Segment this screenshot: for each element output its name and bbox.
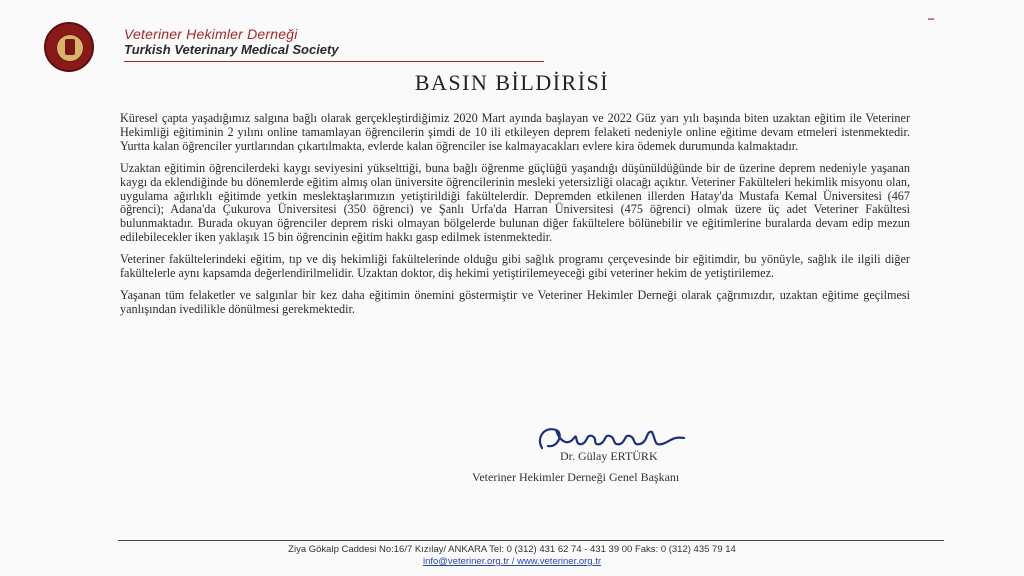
corner-mark: ▬ xyxy=(928,16,934,22)
society-seal-logo xyxy=(44,22,94,72)
letterhead-divider xyxy=(124,61,544,62)
signatory-name: Dr. Gülay ERTÜRK xyxy=(560,449,658,463)
letterhead xyxy=(40,20,600,68)
seal-emblem-icon xyxy=(56,34,84,62)
footer-divider xyxy=(118,540,944,541)
document-title: BASIN BİLDİRİSİ xyxy=(414,70,610,95)
paragraph-3: Veteriner fakültelerindeki eğitim, tıp ve diş hekimliği fakültelerinde olduğu gibi sağlık programı çerçevesinde bir eğitimdir, bu yönüyle, sağlık ile ilgili diğer fakültelerle aynı kapsamda değerlendirilmelidir. Uzaktan doktor, diş hekimi yetiştirilemeyeceği gibi veteriner hekim de yetiştirilemez. xyxy=(120,252,910,281)
signatory-title: Veteriner Hekimler Derneği Genel Başkanı xyxy=(472,470,680,484)
footer xyxy=(0,544,1024,568)
paragraph-2: Uzaktan eğitimin öğrencilerdeki kaygı seviyesini yükselttiği, buna bağlı öğrenme güçlüğü yaşandığı düşünüldüğünde bir de üzerine deprem nedeniyle yaşanan kaygı da eklendiğinde bu dönemlerde eğitim almış olan üniversite öğrencilerinin mesleki yetersizliği olacağı açıktır. Veteriner Fakülteleri hekimlik misyonu olan, uygulama ağırlıklı eğitimde yetkin meslektaşlarımızın yetiştirildiği fakültelerdir. Depremden etkilenen illerden Hatay'da Mustafa Kemal Üniversitesi (467 öğrenci); Adana'da Çukurova Üniversitesi (350 öğrenci) ve Şanlı Urfa'da Harran Üniversitesi (475 öğrenci) olmak üzere üç adet Veteriner Fakültesi bulunmaktadır. Burada okuyan öğrenciler deprem riski olmayan bölgelerde bulunan diğer fakültelere bölünebilir ve eğitimlerine buralarda devam edip mezun edilebilecekler iken yaklaşık 15 bin öğrencinin eğitim hakkı gasp edilmek istenmektedir. xyxy=(120,160,910,245)
org-name-turkish: Veteriner Hekimler Derneği xyxy=(124,26,298,42)
document-body xyxy=(120,112,910,325)
footer-address: Ziya Gökalp Caddesi No:16/7 Kızılay/ ANKARA Tel: 0 (312) 431 62 74 - 431 39 00 Faks: 0 (312) 435 79 14 xyxy=(288,544,736,555)
seal-core-icon xyxy=(65,39,75,55)
paragraph-1: Küresel çapta yaşadığımız salgına bağlı olarak gerçekleştirdiğimiz 2020 Mart ayında başlayan ve 2022 Güz yarı yılı başında biten uzaktan eğitim ile Veteriner Hekimliği eğitiminin 2 yılını online tamamlayan öğrencilerin şimdi de 10 ili etkileyen deprem felaketi nedeniyle online eğitime devam etmeleri istenmektedir. Yurtta kalan öğrenciler yurtlarından çıkartılmakta, evlerde kalan öğrenciler ise kalmayacakları evlere kira ödemek durumunda kalmaktadır. xyxy=(120,111,910,153)
footer-links[interactable]: info@veteriner.org.tr / www.veteriner.org.tr xyxy=(422,556,602,567)
paragraph-4: Yaşanan tüm felaketler ve salgınlar bir kez daha eğitimin önemini göstermiştir ve Veteriner Hekimler Derneği olarak çağrımızdır, uzaktan eğitime geçilmesi yanlışından ivedilikle dönülmesi gerekmektedir. xyxy=(120,287,910,316)
org-name-english: Turkish Veterinary Medical Society xyxy=(124,42,339,57)
